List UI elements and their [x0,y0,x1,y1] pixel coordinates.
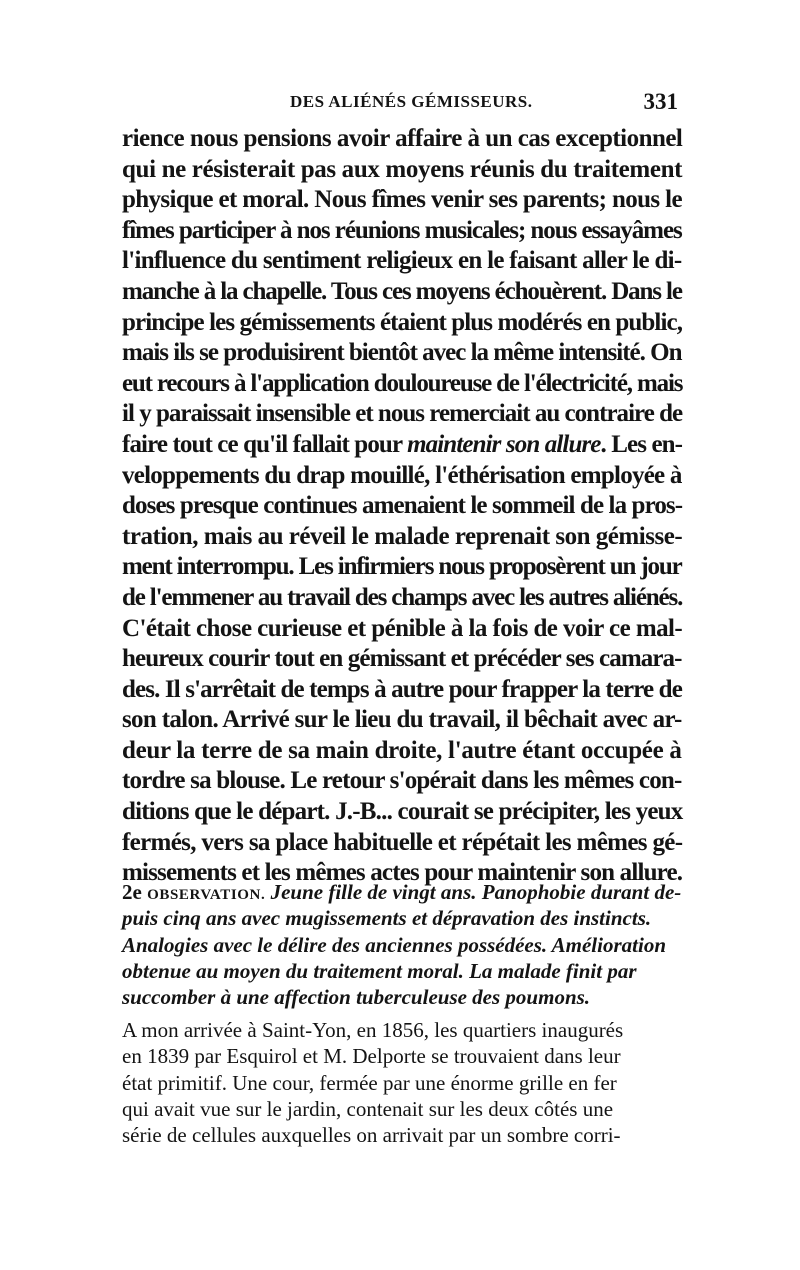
text-line: fîmes participer à nos réunions musicales; nous essayâmes [122,216,682,244]
text-line: ment interrompu. Les infirmiers nous proposèrent un jour [122,553,682,581]
observation-text: Jeune fille de vingt ans. Panophobie durant de- [270,880,682,904]
text-line: tration, mais au réveil le malade reprenait son gémisse- [122,522,683,550]
text-line: mais ils se produisirent bientôt avec la même intensité. On [122,339,682,367]
text-line: heureux courir tout en gémissant et précéder ses camara- [122,645,682,673]
text-line: en 1839 par Esquirol et M. Delporte se trouvaient dans leur [122,1044,621,1069]
narrative-text [122,1017,682,1148]
text-line: C'était chose curieuse et pénible à la fois de voir ce mal- [122,614,683,642]
text-line: manche à la chapelle. Tous ces moyens échouèrent. Dans le [122,277,682,305]
text-line: il y paraissait insensible et nous remerciait au contraire de [122,400,683,428]
observation-number: 2e [122,880,142,904]
running-title: DES ALIÉNÉS GÉMISSEURS. [290,92,533,111]
text-line: fermés, vers sa place habituelle et répétait les mêmes gé- [122,828,683,856]
text-line: l'influence du sentiment religieux en le faisant aller le di- [122,247,682,275]
observation-line: obtenue au moyen du traitement moral. La malade finit par [122,958,637,983]
text-line: eut recours à l'application douloureuse de l'électricité, mais [122,369,683,397]
text-line: son talon. Arrivé sur le lieu du travail, il bêchait avec ar- [122,706,682,734]
text-line: doses presque continues amenaient le sommeil de la pros- [122,492,683,520]
text-line: ditions que le départ. J.-B... courait se précipiter, les yeux [122,798,683,826]
text-line: série de cellules auxquelles on arrivait par un sombre corri- [122,1123,621,1148]
text-segment: faire tout ce qu'il fallait pour [122,430,408,458]
italic-phrase: maintenir son allure [407,430,601,458]
observation-line: succomber à une affection tuberculeuse des poumons. [122,985,591,1010]
observation-line: Analogies avec le délire des anciennes possédées. Amélioration [122,932,667,957]
text-line-with-italic [122,430,682,461]
text-line: état primitif. Une cour, fermée par une énorme grille en fer [122,1070,617,1095]
page-number: 331 [643,89,678,114]
observation-summary [122,879,682,1010]
observation-line: puis cinq ans avec mugissements et dépravation des instincts. [122,906,652,931]
text-line: des. Il s'arrêtait de temps à autre pour frapper la terre de [122,675,682,703]
text-line: rience nous pensions avoir affaire à un cas exceptionnel [122,125,683,152]
text-line: qui ne résisterait pas aux moyens réunis du traitement [122,155,683,183]
text-line: veloppements du drap mouillé, l'éthérisation employée à [122,461,682,489]
observation-label: OBSERVATION. [147,887,266,903]
running-head [122,90,682,120]
text-line: qui avait vue sur le jardin, contenait sur les deux côtés une [122,1096,614,1121]
text-segment: . Les en- [600,430,683,458]
text-line: missements et les mêmes actes pour maintenir son allure. [122,859,683,887]
text-line: tordre sa blouse. Le retour s'opérait dans les mêmes con- [122,767,682,795]
observation-heading-line [122,879,682,905]
text-line: deur la terre de sa main droite, l'autre étant occupée à [122,736,682,764]
text-line: principe les gémissements étaient plus modérés en public, [122,308,683,336]
text-line: de l'emmener au travail des champs avec les autres aliénés. [122,583,683,611]
text-line: A mon arrivée à Saint-Yon, en 1856, les quartiers inaugurés [122,1018,624,1042]
body-text [122,124,682,889]
text-line: physique et moral. Nous fîmes venir ses parents; nous le [122,186,682,214]
